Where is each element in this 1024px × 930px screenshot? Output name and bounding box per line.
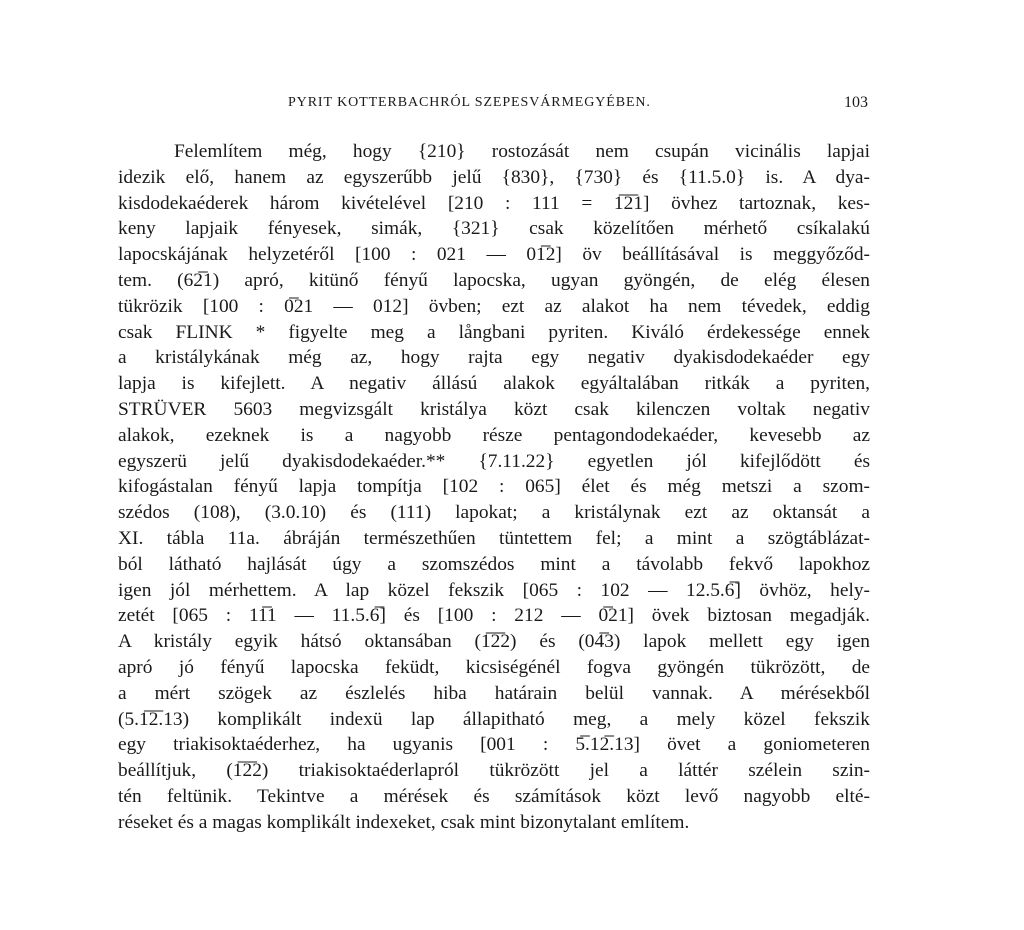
text-line: kifogástalan fényű lapja tompítja [102 : 065] élet és még metszi a szom- <box>118 476 870 498</box>
text-line: egy triakisoktaéderhez, ha ugyanis [001 : 5̅.12̅.13] övet a goniometeren <box>118 734 870 756</box>
text-line: zetét [065 : 11̅1 — 11.5.6̅] és [100 : 212 — 0̅21] övek biztosan megadják. <box>118 605 870 627</box>
text-line: igen jól mérhettem. A lap közel fekszik [065 : 102 — 12.5.6̅] övhöz, hely- <box>118 579 870 601</box>
text-line: beállítjuk, (1̅2̅2) triakisoktaéderlapról tükrözött jel a láttér szélein szin- <box>118 760 870 782</box>
text-line: a kristálykának még az, hogy rajta egy negativ dyakisdodekaéder egy <box>118 347 870 369</box>
text-line: réseket és a magas komplikált indexeket, csak mint bizonytalant említem. <box>118 811 690 833</box>
text-line: apró jó fényű lapocska feküdt, kicsiségénél fogva gyöngén tükrözött, de <box>118 656 870 678</box>
running-header-title: PYRIT KOTTERBACHRÓL SZEPESVÁRMEGYÉBEN. <box>288 95 651 110</box>
running-header <box>118 92 872 114</box>
text-line: lapocskájának helyzetéről [100 : 021 — 01̅2] öv beállításával is meggyőződ- <box>118 244 870 266</box>
body-paragraph <box>118 139 870 836</box>
text-line: a mért szögek az észlelés hiba határain belül vannak. A mérésekből <box>118 682 870 704</box>
text-line: ból látható hajlását úgy a szomszédos mint a távolabb fekvő lapokhoz <box>118 553 870 575</box>
text-line: csak FLINK * figyelte meg a långbani pyriten. Kiváló érdekessége ennek <box>118 321 870 343</box>
text-line: lapja is kifejlett. A negativ állású alakok egyáltalában ritkák a pyriten, <box>118 373 870 395</box>
text-line: XI. tábla 11a. ábráján természethűen tüntettem fel; a mint a szögtáblázat- <box>118 527 870 549</box>
text-line: keny lapjaik fényesek, simák, {321} csak közelítően mérhető csíkalakú <box>118 218 870 240</box>
text-line: alakok, ezeknek is a nagyobb része pentagondodekaéder, kevesebb az <box>118 424 870 446</box>
page-number: 103 <box>844 94 868 111</box>
text-line: szédos (108), (3.0.10) és (111) lapokat; a kristálynak ezt az oktansát a <box>118 502 870 524</box>
text-line: kisdodekaéderek három kivételével [210 : 111 = 1̅2̅1] övhez tartoznak, kes- <box>118 192 870 214</box>
text-line: Felemlítem még, hogy {210} rostozását nem csupán vicinális lapjai <box>174 141 870 162</box>
text-line: tén feltünik. Tekintve a mérések és számítások közt levő nagyobb elté- <box>118 785 870 807</box>
text-line: tükrözik [100 : 0̅21 — 012] övben; ezt az alakot ha nem tévedek, eddig <box>118 295 870 317</box>
text-line: (5.1̅2̅.13) komplikált indexü lap állapitható meg, a mely közel fekszik <box>118 708 870 730</box>
text-line: idezik elő, hanem az egyszerűbb jelű {830}, {730} és {11.5.0} is. A dya- <box>118 166 870 188</box>
text-line: egyszerü jelű dyakisdodekaéder.** {7.11.22} egyetlen jól kifejlődött és <box>118 450 870 472</box>
text-line: tem. (62̅1) apró, kitünő fényű lapocska, ugyan gyöngén, de elég élesen <box>118 269 870 291</box>
text-line: STRÜVER 5603 megvizsgált kristálya közt csak kilenczen voltak negativ <box>118 398 870 420</box>
text-line: A kristály egyik hátsó oktansában (1̅2̅2) és (04̅3) lapok mellett egy igen <box>118 631 870 653</box>
